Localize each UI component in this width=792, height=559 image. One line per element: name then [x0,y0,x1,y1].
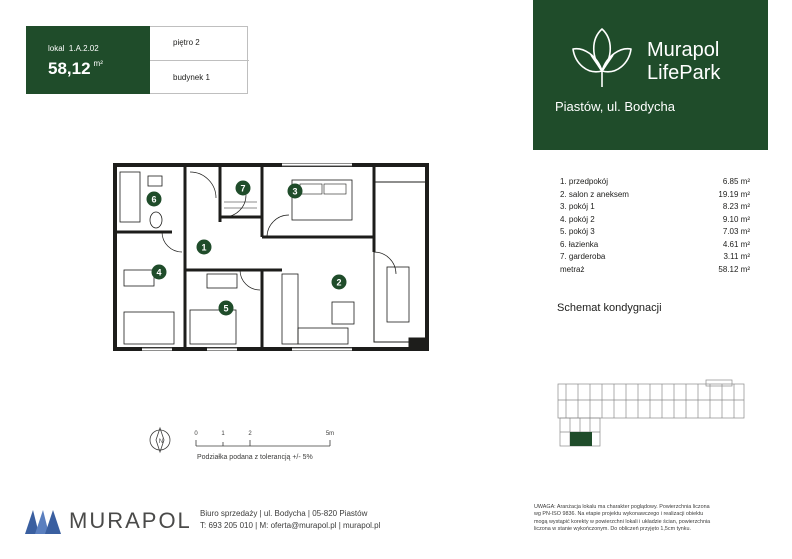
office-address: Biuro sprzedaży | ul. Bodycha | 05-820 Piastów [200,509,368,518]
room-label: 4. pokój 2 [560,214,595,224]
dining-table [332,302,354,324]
kitchen-counter [282,274,298,344]
rooms-list [560,176,750,276]
room-row [560,189,750,202]
sales-office [200,508,380,532]
room-label: 3. pokój 1 [560,202,595,211]
room-marker-7: 7 [240,183,246,194]
scale-tick: 5m [325,431,335,437]
disclaimer-line: wg PN-ISO 9836. Na etapie projektu wykonawczego i realizacji obiektu [534,511,704,518]
room-row [560,239,750,252]
info-divider [150,60,249,61]
door-arc [190,172,216,198]
office-contact: T: 693 205 010 | M: oferta@murapol.pl | murapol.pl [200,521,381,530]
building-label: budynek 1 [173,73,210,82]
room-row [560,176,750,189]
room-label: 7. garderoba [560,252,606,261]
investment-address: Piastów, ul. Bodycha [555,99,675,114]
area-value: 58,12 [48,59,91,78]
unit-highlight [570,432,592,446]
pillow [324,184,346,194]
scale-line [196,440,330,446]
compass-label: N [158,439,164,445]
lokal-line [48,44,99,53]
scale-tick: 0 [194,431,198,437]
scale-note: Podziałka podana z tolerancją +/- 5% [197,454,313,461]
room-marker-5: 5 [223,303,229,314]
leaf-logo-icon [569,25,635,91]
unit-info-box [26,26,248,94]
scale-bar [140,422,350,456]
floor-plan [112,162,432,354]
room-marker-1: 1 [201,242,207,253]
wardrobe-shelf [224,202,257,208]
room-area: 9.10 m² [722,214,750,224]
brand-name-line1: Murapol [647,39,720,61]
kitchen-counter [298,328,348,344]
door-arc [240,270,260,290]
door-arc [162,232,182,252]
disclaimer-line: liczona w stanie wykończonym. Do obliczeń przyjęto 1,5cm tynku. [534,525,691,532]
brand-name-line2: LifePark [647,62,721,84]
scale-tick: 1 [221,431,225,437]
bed [190,310,236,344]
bed [124,312,174,344]
room-area: 8.23 m² [722,202,750,211]
room-area: 3.11 m² [723,252,750,261]
disclaimer [534,504,766,533]
balcony-glazing [374,182,427,342]
room-row [560,201,750,214]
column [409,338,427,349]
room-row [560,226,750,239]
room-marker-6: 6 [151,194,157,205]
lokal-number: 1.A.2.02 [68,44,99,53]
room-label: 2. salon z aneksem [560,189,629,199]
brand-panel [533,0,768,150]
murapol-logo-icon [23,506,65,536]
room-area: 4.61 m² [722,239,750,249]
unit-area [48,59,103,79]
floor-scheme [556,378,746,450]
lokal-label: lokal [48,44,65,53]
room-marker-4: 4 [156,267,162,278]
total-area-row [560,264,750,277]
pillow [300,184,322,194]
scale-tick: 2 [248,431,252,437]
sink [148,176,162,186]
bathtub [120,172,140,222]
desk [124,270,154,286]
room-label: 1. przedpokój [560,177,609,186]
room-area: 6.85 m² [722,177,750,186]
outer-wall [115,165,427,349]
room-row [560,251,750,264]
room-marker-3: 3 [292,186,298,197]
desk [207,274,237,288]
floor-scheme-title: Schemat kondygnacji [557,302,662,314]
door-arc [267,215,289,237]
area-unit: m² [93,59,103,68]
sofa [387,267,409,322]
company-name: MURAPOL [69,508,192,533]
disclaimer-line: UWAGA: Aranżacja lokalu ma charakter poglądowy. Powierzchnia liczona [534,504,710,510]
total-area: 58.12 m² [718,264,750,274]
toilet [150,212,162,228]
door-arc [374,252,396,274]
room-label: 6. łazienka [560,239,599,249]
disclaimer-line: mogą wystąpić korekty w powierzchni lokali i układzie ścian, powierzchnia [534,518,711,525]
unit-area-panel [26,26,150,94]
room-area: 19.19 m² [718,189,750,199]
door-arc [224,195,246,217]
room-row [560,214,750,227]
total-label: metraż [560,264,585,274]
room-label: 5. pokój 3 [560,227,595,236]
room-area: 7.03 m² [722,227,750,236]
room-marker-2: 2 [336,277,342,288]
floor-label: piętro 2 [173,38,200,47]
